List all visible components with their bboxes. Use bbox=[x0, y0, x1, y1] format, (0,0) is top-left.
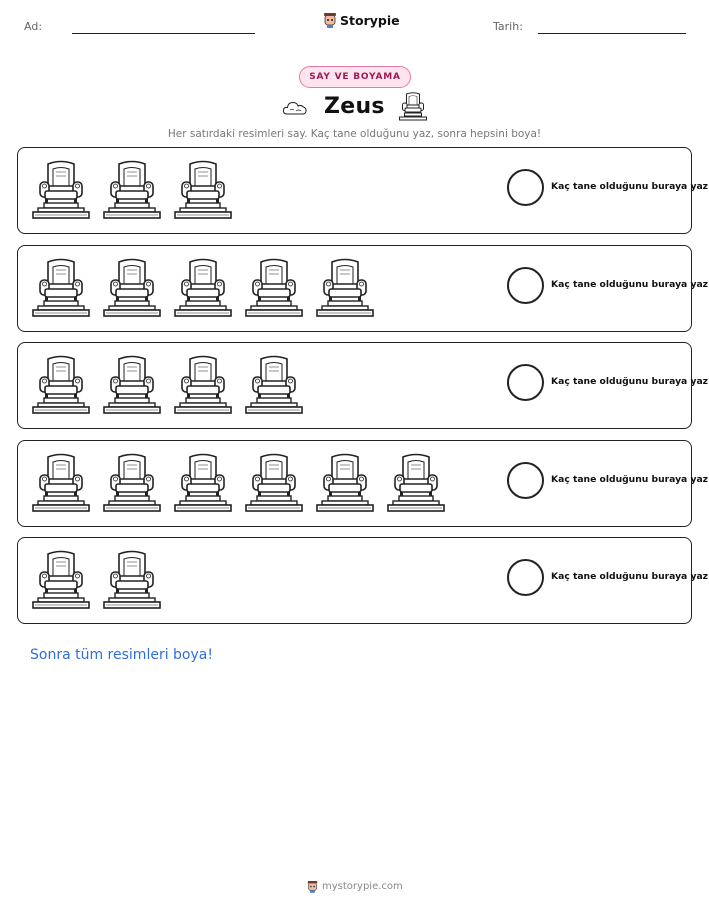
activity-badge: SAY VE BOYAMA bbox=[299, 66, 411, 88]
counting-row bbox=[17, 147, 708, 234]
counting-row bbox=[17, 537, 708, 624]
counting-row bbox=[17, 245, 708, 332]
throne-group bbox=[31, 160, 233, 224]
throne-icon bbox=[102, 550, 162, 614]
throne-group bbox=[31, 453, 446, 517]
throne-icon bbox=[31, 550, 91, 614]
coloring-note: Sonra tüm resimleri boya! bbox=[30, 647, 213, 663]
throne-icon bbox=[31, 355, 91, 419]
answer-label: Kaç tane olduğunu buraya yaz bbox=[551, 376, 708, 387]
throne-icon bbox=[315, 258, 375, 322]
throne-group bbox=[31, 258, 375, 322]
footer-site bbox=[307, 880, 403, 893]
counting-row bbox=[17, 342, 708, 429]
cloud-icon bbox=[282, 99, 308, 117]
throne-icon bbox=[102, 355, 162, 419]
page-title: Zeus bbox=[324, 94, 385, 119]
brand-name: Storypie bbox=[340, 12, 400, 28]
throne-icon bbox=[173, 355, 233, 419]
counting-row bbox=[17, 440, 708, 527]
throne-icon bbox=[31, 258, 91, 322]
throne-icon bbox=[102, 258, 162, 322]
throne-icon bbox=[244, 355, 304, 419]
answer-label: Kaç tane olduğunu buraya yaz bbox=[551, 571, 708, 582]
title-row bbox=[280, 92, 430, 124]
throne-group bbox=[31, 550, 162, 614]
throne-icon bbox=[244, 453, 304, 517]
throne-icon bbox=[244, 258, 304, 322]
name-label: Ad: bbox=[24, 20, 43, 33]
date-field[interactable] bbox=[538, 33, 686, 34]
storypie-mascot-icon bbox=[323, 12, 337, 28]
answer-label: Kaç tane olduğunu buraya yaz bbox=[551, 474, 708, 485]
brand-logo bbox=[323, 12, 400, 28]
throne-icon bbox=[398, 92, 428, 122]
throne-icon bbox=[173, 258, 233, 322]
answer-circle[interactable] bbox=[507, 267, 544, 304]
throne-group bbox=[31, 355, 304, 419]
answer-label: Kaç tane olduğunu buraya yaz bbox=[551, 279, 708, 290]
answer-label: Kaç tane olduğunu buraya yaz bbox=[551, 181, 708, 192]
throne-icon bbox=[31, 453, 91, 517]
name-field[interactable] bbox=[72, 33, 255, 34]
site-url: mystorypie.com bbox=[322, 881, 403, 892]
throne-icon bbox=[31, 160, 91, 224]
answer-circle[interactable] bbox=[507, 169, 544, 206]
date-label: Tarih: bbox=[493, 20, 523, 33]
answer-circle[interactable] bbox=[507, 559, 544, 596]
answer-circle[interactable] bbox=[507, 462, 544, 499]
throne-icon bbox=[386, 453, 446, 517]
throne-icon bbox=[315, 453, 375, 517]
instruction-text: Her satırdaki resimleri say. Kaç tane olduğunu yaz, sonra hepsini boya! bbox=[167, 128, 542, 140]
answer-circle[interactable] bbox=[507, 364, 544, 401]
storypie-mascot-icon bbox=[307, 880, 318, 893]
throne-icon bbox=[102, 160, 162, 224]
throne-icon bbox=[102, 453, 162, 517]
throne-icon bbox=[173, 453, 233, 517]
throne-icon bbox=[173, 160, 233, 224]
